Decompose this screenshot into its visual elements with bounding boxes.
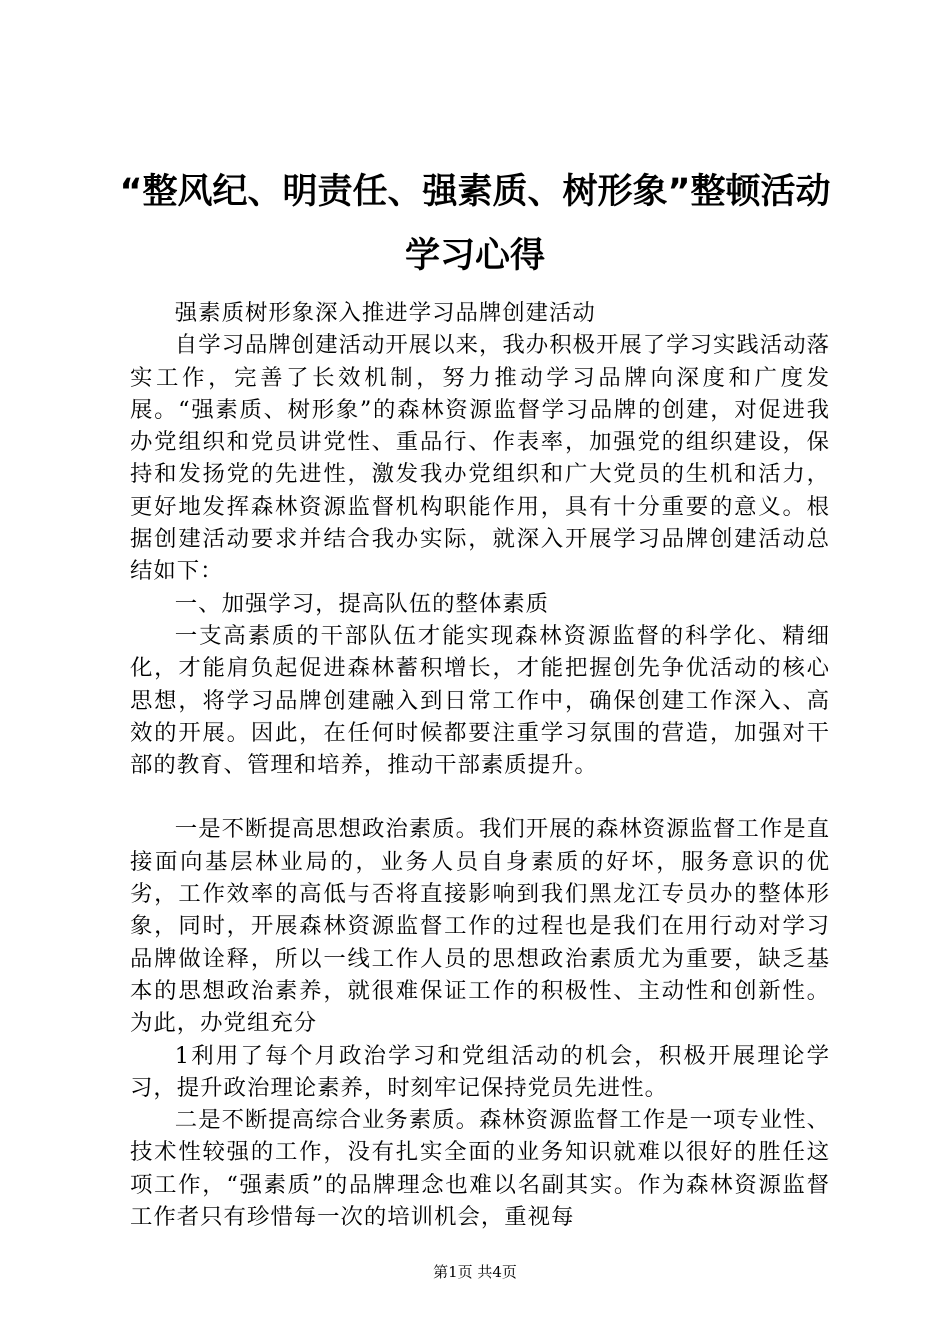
body-paragraph: 一支高素质的干部队伍才能实现森林资源监督的科学化、精细化，才能肩负起促进森林蓄积增长，才能把握创先争优活动的核心思想，将学习品牌创建融入到日常工作中，确保创建工作深入、高效的开展。因此，在任何时候都要注重学习氛围的营造，加强对干部的教育、管理和培养，推动干部素质提升。 [130,622,830,779]
section-heading: 一、加强学习，提高队伍的整体素质 [174,590,550,617]
body-paragraph: 自学习品牌创建活动开展以来，我办积极开展了学习实践活动落实工作，完善了长效机制，努力推动学习品牌向深度和广度发展。“强素质、树形象”的森林资源监督学习品牌的创建，对促进我办党组织和党员讲党性、重品行、作表率，加强党的组织建设，保持和发扬党的先进性，激发我办党组织和广大党员的生机和活力，更好地发挥森林资源监督机构职能作用，具有十分重要的意义。根据创建活动要求并结合我办实际，就深入开展学习品牌创建活动总结如下： [130,332,830,585]
document-title: “整风纪、明责任、强素质、树形象”整顿活动学习心得 [119,172,831,276]
subtitle-paragraph: 强素质树形象深入推进学习品牌创建活动 [174,300,596,326]
body-paragraph: 1利用了每个月政治学习和党组活动的机会，积极开展理论学习，提升政治理论素养，时刻牢记保持党员先进性。 [130,1042,830,1101]
body-paragraph: 二是不断提高综合业务素质。森林资源监督工作是一项专业性、技术性较强的工作，没有扎实全面的业务知识就难以很好的胜任这项工作，“强素质”的品牌理念也难以名副其实。作为森林资源监督工作者只有珍惜每一次的培训机会，重视每 [130,1107,830,1231]
body-paragraph: 一是不断提高思想政治素质。我们开展的森林资源监督工作是直接面向基层林业局的，业务人员自身素质的好坏，服务意识的优劣，工作效率的高低与否将直接影响到我们黑龙江专员办的整体形象，同时，开展森林资源监督工作的过程也是我们在用行动对学习品牌做诠释，所以一线工作人员的思想政治素质尤为重要，缺乏基本的思想政治素养，就很难保证工作的积极性、主动性和创新性。为此，办党组充分 [130,816,830,1037]
page-footer: 第1页 共4页 [433,1263,517,1281]
document-body [130,297,830,1233]
